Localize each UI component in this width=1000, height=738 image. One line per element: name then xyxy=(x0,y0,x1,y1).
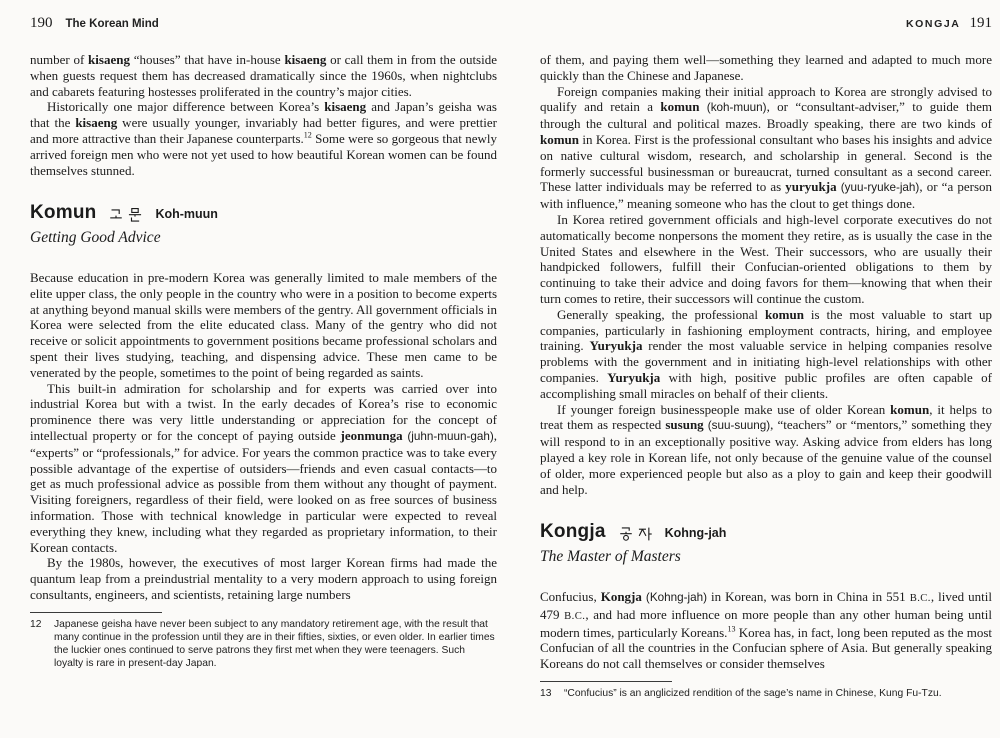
paragraph xyxy=(540,402,992,498)
page-right xyxy=(540,14,992,700)
running-header xyxy=(540,14,992,34)
footnote-text: “Confucius” is an anglicized rendition of the sage’s name in Chinese, Kung Fu-Tzu. xyxy=(564,687,942,699)
text-segment: Yuryukja xyxy=(607,369,661,385)
text-segment: and Japan’s geisha was that the xyxy=(30,99,497,131)
paragraph xyxy=(540,307,992,402)
text-segment: , it helps to treat them as respected xyxy=(540,401,992,433)
page-left xyxy=(30,14,497,670)
section-heading-line xyxy=(30,202,497,224)
text-segment: “houses” that have in-house xyxy=(129,52,285,67)
paragraph xyxy=(540,52,992,84)
text-segment: komun xyxy=(660,99,700,115)
text-segment: Historically one major difference between Korea’s xyxy=(47,99,325,115)
text-segment: yuryukja xyxy=(785,179,837,195)
footnote-rule xyxy=(30,612,162,613)
text-segment: Korea has, in fact, long been reputed as the most Confucian of all the countries in the Confucian sphere of Asia. But generally speaking Koreans do not call themselves or consider themselves xyxy=(540,624,993,672)
paragraph xyxy=(30,555,497,602)
text-segment: with high, positive public profiles are often capable of accomplishing small miracles on behalf of their clients. xyxy=(540,369,992,401)
section-subtitle: Getting Good Advice xyxy=(30,229,161,247)
text-segment: B.C. xyxy=(564,610,586,622)
text-segment: komun xyxy=(540,131,580,147)
text-segment: in Korea. First is the professional consultant who bases his insights and advice on native cultural wisdom, research, and scholarship in general. Second is the formerly successful businessman or bureaucrat, turned consultant as a second career. These latter individuals may be referred to as xyxy=(540,131,992,195)
text-segment: , lived until 479 xyxy=(540,588,992,622)
section-pronunciation: Koh-muun xyxy=(155,207,218,222)
section-pronunciation: Kohng-jah xyxy=(664,526,727,541)
footnote-ref: 12 xyxy=(303,130,312,140)
text-segment: kisaeng xyxy=(88,52,130,67)
text-segment: or call them in from the outside when guests request them has decreased dramatically since the 1960s, when nightclubs and cabarets featuring hostesses proliferated in the country’s major cities. xyxy=(30,52,497,99)
text-segment: (suu-suung) xyxy=(707,419,771,433)
page-number: 190 xyxy=(30,15,53,31)
text-segment: in Korean, was born in China in 551 xyxy=(707,588,910,604)
footnote-number: 13 xyxy=(540,687,552,699)
text-segment: Yuryukja xyxy=(589,338,643,354)
paragraph xyxy=(540,84,992,212)
text-segment: Confucius, xyxy=(540,588,601,604)
hangul-glyph xyxy=(108,207,124,223)
paragraph xyxy=(30,270,497,381)
text-segment xyxy=(699,99,706,114)
text-segment: (juhn-muun-gah) xyxy=(407,429,494,443)
running-header xyxy=(30,14,497,34)
text-segment: This built-in admiration for scholarship and for experts was carried over into industrial Korea but with a twist. In the early decades of Korea’s rise to economic prominence there was very little understanding or appreciation for the concept of intellectual property or for the concept of paying outside xyxy=(30,380,497,443)
text-segment: kisaeng xyxy=(75,115,118,131)
section-heading xyxy=(30,202,497,248)
text-segment: , and had more influence on more people than any other human being until modern times, particularly Koreans. xyxy=(540,606,992,640)
text-segment: were usually younger, invariably had better figures, and were prettier and more attractive than their Japanese counterparts. xyxy=(30,115,497,146)
footnote-text: Japanese geisha have never been subject to any mandatory retirement age, with the result that many continue in the profession until they are in their fifties, sixties, or even older. In earlier times the luckier ones continued to serve patrons they first met when they were teenagers. Such loyalty is rare in present-day Japan. xyxy=(54,618,495,669)
hangul-glyph xyxy=(618,526,634,542)
section-term: Kongja xyxy=(540,521,606,543)
hangul-glyph xyxy=(127,207,143,223)
text-segment: kisaeng xyxy=(284,52,327,67)
footnote xyxy=(30,618,497,670)
section-heading-line xyxy=(540,521,992,543)
text-segment: B.C. xyxy=(909,592,931,604)
text-segment: In Korea retired government officials and high-level corporate executives do not automatically become nonpersons the moment they retire, as is usually the case in the United States and elsewhere in the West. Their successors, who are usually their handpicked followers, fulfill their Confucian-oriented obligations to them by continuing to take their advice and doing favors for them—knowing that when their turn comes to retire, their successors will continue the custom. xyxy=(540,211,992,306)
text-segment: , “teachers” or “mentors,” something they will respond to in an exceptionally positive way. Asking advice from elders has long played a key role in Korean life, not only because of the genuine value of the counsel of older, more experienced people but also as a ploy to gain and keep their goodwill and help. xyxy=(540,417,993,497)
footnote-number: 12 xyxy=(30,618,42,630)
text-segment: render the most valuable service in helping companies resolve problems with the government and in initiating high-level relationships with other companies. xyxy=(540,338,993,385)
text-segment: is the most valuable to start up companies, particularly in fashioning employment contracts, hiring, and employee training. xyxy=(540,306,992,354)
text-segment: If younger foreign businesspeople make use of older Korean xyxy=(557,401,891,417)
text-segment: (yuu-ryuke-jah) xyxy=(840,181,920,195)
text-segment: komun xyxy=(890,401,930,417)
text-segment: By the 1980s, however, the executives of most larger Korean firms had made the quantum leap from a preindustrial mentality to a very modern approach to using foreign consultants, engineers, and scientists, retaining large numbers xyxy=(30,555,497,602)
paragraph xyxy=(30,99,497,178)
paragraph xyxy=(30,52,497,99)
text-segment: Generally speaking, the professional xyxy=(557,306,765,322)
text-segment: (Kohng-jah) xyxy=(645,590,707,604)
text-segment: number of xyxy=(30,52,89,67)
text-segment: Foreign companies making their initial approach to Korea are strongly advised to qualify and retain a xyxy=(540,83,992,115)
page-body xyxy=(540,52,992,672)
footnote-ref: 13 xyxy=(727,624,736,634)
section-term: Komun xyxy=(30,202,97,224)
section-hangul xyxy=(108,207,143,223)
running-title: KONGJA xyxy=(905,18,961,30)
text-segment: Kongja xyxy=(600,588,642,604)
paragraph xyxy=(540,212,992,307)
section-heading xyxy=(540,521,992,567)
paragraph xyxy=(540,589,992,672)
hangul-glyph xyxy=(637,526,653,542)
text-segment: kisaeng xyxy=(324,99,367,115)
footnotes xyxy=(30,612,497,670)
text-segment: of them, and paying them well—something they learned and adapted to much more quickly than the Chinese and Japanese. xyxy=(540,52,992,83)
text-segment: Some were so gorgeous that newly arrived foreign men who were not yet used to how beautiful Korean women can be found themselves stunned. xyxy=(30,130,497,178)
paragraph xyxy=(30,381,497,556)
footnote-rule xyxy=(540,681,672,682)
footnote xyxy=(540,687,992,700)
page-number: 191 xyxy=(969,15,992,31)
section-hangul xyxy=(618,526,653,542)
section-subtitle: The Master of Masters xyxy=(540,548,681,566)
text-segment: jeonmunga xyxy=(340,427,403,443)
text-segment: , or “consultant-adviser,” to guide them through the cultural and political mazes. Broadly speaking, there are two kinds of xyxy=(540,99,992,132)
footnotes xyxy=(540,681,992,700)
text-segment: (koh-muun) xyxy=(706,101,767,115)
text-segment: , or “a person with influence,” meaning someone who has the clout to get things done. xyxy=(540,179,993,212)
text-segment: Because education in pre-modern Korea was generally limited to male members of the elite upper class, the only people in the country who were in a position to become experts at anything beyond manual skills were members of the gentry. All government officials in Korea were selected from the elite educated class. Many of the gentry who did not receive or solicit appointments to government positions became professional scholars and spent their lives studying, teaching, and dispensing advice. These men came to be venerated by the people, sometimes to the point of being regarded as saints. xyxy=(30,269,497,380)
book-title: The Korean Mind xyxy=(65,18,159,30)
page-body xyxy=(30,52,497,603)
text-segment: , “experts” or “professionals,” for advice. For years the common practice was to take every possible advantage of the expertise of outsiders—friends and even casual contacts—to get as much professional advice as possible from them without any thought of payment. Visiting foreigners, regardless of their field, were looked on as free sources of business information. Those with technical knowledge in particular were expected to reveal everything they knew, including what they regarded as proprietary information, to their Korean contacts. xyxy=(30,427,498,555)
text-segment: susung xyxy=(665,417,704,433)
text-segment: komun xyxy=(764,306,804,322)
